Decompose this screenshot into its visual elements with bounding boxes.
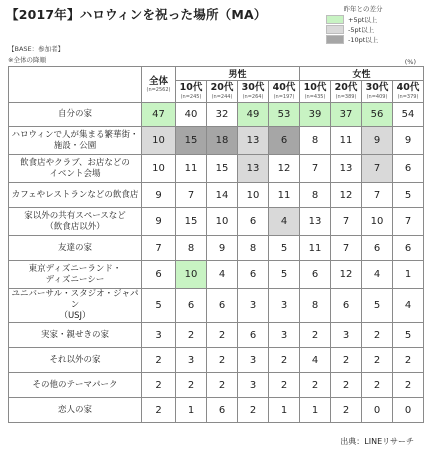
row-label-line: （飲食店以外） [45,221,105,232]
column-label: 全体 [148,76,168,87]
legend [326,4,422,44]
row-label [9,261,142,289]
data-cell: 7 [331,208,362,236]
table-row [9,236,424,261]
data-cell: 6 [238,323,269,348]
data-cell: 6 [269,127,300,155]
sample-size: (n=197) [273,94,295,100]
table-row [9,155,424,183]
data-cell: 2 [238,398,269,423]
row-label-line: 家以外の共有スペースなど [24,210,126,221]
legend-label: -5pt以上 [348,25,375,34]
table-row [9,183,424,208]
data-cell: 8 [300,183,331,208]
column-header-male-20代 [207,81,238,103]
row-label-line: カフェやレストランなどの飲食店 [11,189,139,200]
column-label: 10代 [303,82,327,93]
data-cell: 9 [142,208,176,236]
row-label-line: 施設・公園 [53,140,97,151]
data-cell: 6 [238,208,269,236]
row-label-line: 友達の家 [57,242,92,253]
data-cell: 4 [393,289,424,323]
data-cell: 2 [142,398,176,423]
column-header-male-30代 [238,81,269,103]
data-cell: 2 [207,323,238,348]
column-label: 40代 [396,82,420,93]
data-cell: 2 [362,348,393,373]
data-cell: 10 [142,127,176,155]
data-cell: 2 [207,373,238,398]
row-label [9,103,142,127]
data-cell: 10 [362,208,393,236]
column-header-female-40代 [393,81,424,103]
column-header-total [142,67,176,103]
data-cell: 12 [331,261,362,289]
data-cell: 9 [362,127,393,155]
legend-item [326,14,422,24]
base-note: 【BASE：参加者】 [8,45,65,53]
row-label-line: 恋人の家 [57,404,92,415]
column-label: 30代 [241,82,265,93]
table-row [9,208,424,236]
data-cell: 1 [393,261,424,289]
row-label [9,398,142,423]
data-cell: 6 [176,289,207,323]
data-cell: 7 [300,155,331,183]
data-cell: 7 [362,183,393,208]
data-cell: 2 [362,373,393,398]
data-cell: 8 [176,236,207,261]
row-label-line: （USJ） [59,311,91,321]
data-cell: 6 [331,289,362,323]
data-cell: 4 [269,208,300,236]
data-cell: 3 [269,289,300,323]
data-cell: 12 [269,155,300,183]
data-cell: 2 [176,373,207,398]
table-row [9,127,424,155]
data-cell: 5 [393,323,424,348]
data-cell: 37 [331,103,362,127]
data-cell: 3 [269,323,300,348]
data-cell: 10 [142,155,176,183]
column-label: 20代 [334,82,358,93]
data-cell: 1 [269,398,300,423]
column-label: 10代 [179,82,203,93]
data-cell: 4 [300,348,331,373]
sample-size: (n=2562) [146,87,171,93]
table-row [9,348,424,373]
data-cell: 53 [269,103,300,127]
data-cell: 13 [300,208,331,236]
data-cell: 2 [393,348,424,373]
data-cell: 7 [362,155,393,183]
data-cell: 10 [207,208,238,236]
data-cell: 9 [393,127,424,155]
row-label-line: その他のテーマパーク [32,379,118,390]
data-cell: 13 [238,155,269,183]
unit-label: (%) [404,58,416,66]
sample-size: (n=264) [242,94,264,100]
table-row [9,289,424,323]
data-cell: 54 [393,103,424,127]
data-cell: 2 [269,373,300,398]
data-cell: 2 [176,323,207,348]
data-cell: 8 [238,236,269,261]
legend-item [326,34,422,44]
legend-swatch-down5 [326,25,344,34]
row-label [9,236,142,261]
data-cell: 6 [207,289,238,323]
data-cell: 11 [300,236,331,261]
row-label-line: ユニバーサル・スタジオ・ジャパン [11,289,139,310]
data-cell: 2 [207,348,238,373]
data-table [8,66,424,423]
data-cell: 10 [176,261,207,289]
data-cell: 49 [238,103,269,127]
data-cell: 9 [207,236,238,261]
sample-size: (n=379) [397,94,419,100]
column-header-female-10代 [300,81,331,103]
data-cell: 2 [331,348,362,373]
data-cell: 18 [207,127,238,155]
table-row [9,261,424,289]
row-label [9,373,142,398]
row-label [9,289,142,323]
table-row [9,398,424,423]
data-cell: 6 [362,236,393,261]
data-cell: 8 [300,127,331,155]
row-label-line: 飲食店やクラブ、お店などの [20,157,130,168]
data-cell: 2 [331,373,362,398]
data-cell: 5 [142,289,176,323]
legend-title: 昨年との差分 [343,5,383,13]
data-cell: 6 [207,398,238,423]
data-cell: 11 [331,127,362,155]
data-cell: 15 [176,127,207,155]
data-cell: 56 [362,103,393,127]
data-cell: 6 [300,261,331,289]
sample-size: (n=245) [180,94,202,100]
data-cell: 2 [269,348,300,373]
data-cell: 13 [238,127,269,155]
data-cell: 5 [269,261,300,289]
data-cell: 7 [393,208,424,236]
data-cell: 1 [176,398,207,423]
row-label [9,155,142,183]
data-cell: 11 [176,155,207,183]
legend-swatch-down10 [326,35,344,44]
data-cell: 5 [393,183,424,208]
data-cell: 2 [142,373,176,398]
legend-item [326,24,422,34]
sort-note: ※全体の降順 [8,56,46,64]
row-label-line: ハロウィンで人が集まる繁華街・ [11,129,139,140]
legend-swatch-up [326,15,344,24]
data-cell: 8 [300,289,331,323]
column-label: 30代 [365,82,389,93]
legend-label: -10pt以上 [348,35,379,44]
group-header-male: 男性 [176,67,300,81]
row-label [9,208,142,236]
data-cell: 15 [207,155,238,183]
data-cell: 3 [238,289,269,323]
data-cell: 3 [176,348,207,373]
data-cell: 39 [300,103,331,127]
data-cell: 6 [142,261,176,289]
column-header-male-10代 [176,81,207,103]
table-row [9,373,424,398]
data-cell: 2 [300,323,331,348]
corner-cell [9,67,142,103]
data-cell: 2 [142,348,176,373]
data-cell: 6 [393,236,424,261]
table-row [9,103,424,127]
column-label: 40代 [272,82,296,93]
sample-size: (n=389) [335,94,357,100]
row-label [9,348,142,373]
data-cell: 7 [142,236,176,261]
data-cell: 4 [207,261,238,289]
row-label-line: 実家・親せきの家 [40,329,109,340]
row-label [9,183,142,208]
data-cell: 0 [393,398,424,423]
column-header-female-20代 [331,81,362,103]
data-cell: 12 [331,183,362,208]
column-label: 20代 [210,82,234,93]
data-cell: 6 [393,155,424,183]
row-label-line: イベント会場 [49,168,101,179]
data-cell: 2 [300,373,331,398]
row-label [9,323,142,348]
data-cell: 1 [300,398,331,423]
sample-size: (n=409) [366,94,388,100]
data-cell: 11 [269,183,300,208]
data-cell: 7 [176,183,207,208]
sample-size: (n=244) [211,94,233,100]
legend-label: +5pt以上 [348,15,378,24]
column-header-female-30代 [362,81,393,103]
data-cell: 14 [207,183,238,208]
data-cell: 47 [142,103,176,127]
data-cell: 6 [238,261,269,289]
data-cell: 3 [142,323,176,348]
data-cell: 3 [331,323,362,348]
data-cell: 3 [238,373,269,398]
data-cell: 5 [362,289,393,323]
source-credit: 出典：LINEリサーチ [340,437,414,446]
row-label-line: ディズニーシー [45,274,105,285]
data-cell: 9 [142,183,176,208]
group-header-female: 女性 [300,67,424,81]
data-cell: 4 [362,261,393,289]
data-cell: 2 [331,398,362,423]
data-cell: 10 [238,183,269,208]
row-label-line: 東京ディズニーランド・ [28,263,122,274]
data-cell: 7 [331,236,362,261]
row-label-line: それ以外の家 [49,354,101,365]
row-label [9,127,142,155]
data-cell: 2 [362,323,393,348]
column-header-male-40代 [269,81,300,103]
data-cell: 15 [176,208,207,236]
data-cell: 40 [176,103,207,127]
row-label-line: 自分の家 [57,109,92,119]
data-cell: 2 [393,373,424,398]
data-cell: 13 [331,155,362,183]
data-cell: 5 [269,236,300,261]
data-cell: 3 [238,348,269,373]
sample-size: (n=435) [304,94,326,100]
data-cell: 0 [362,398,393,423]
data-cell: 32 [207,103,238,127]
chart-title: 【2017年】ハロウィンを祝った場所（MA） [6,7,267,22]
table-row [9,323,424,348]
